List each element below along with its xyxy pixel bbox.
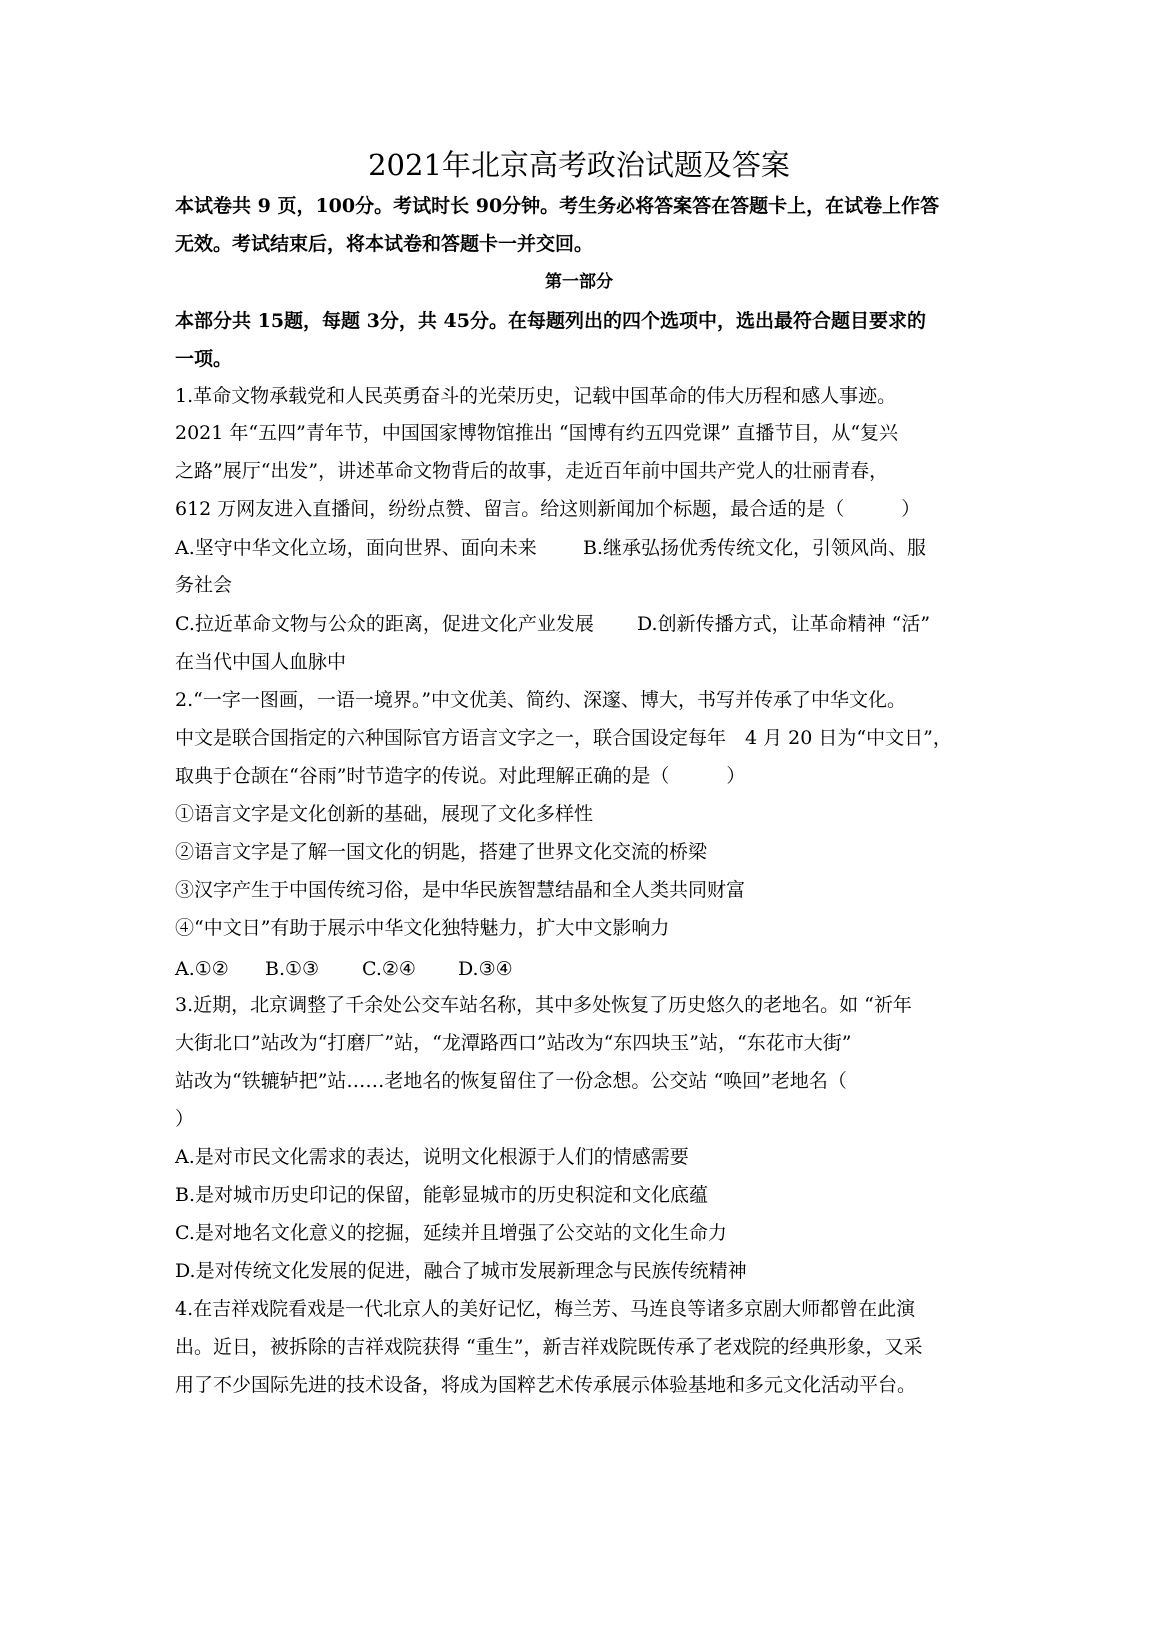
q2-item: ④“中文日”有助于展示中华文化独特魅力，扩大中文影响力 <box>175 917 670 939</box>
q3-stem-line: ） <box>175 1108 195 1130</box>
q2-option-b: B.①③ <box>265 958 320 980</box>
q1-stem-line: 2021 年“五四”青年节，中国国家博物馆推出 “国博有约五四党课” 直播节目，从“复兴 <box>175 422 899 444</box>
q2-item: ②语言文字是了解一国文化的钥匙，搭建了世界文化交流的桥梁 <box>175 841 708 863</box>
part-instruction-line-1: 本部分共 15题，每题 3分，共 45分。在每题列出的四个选项中，选出最符合题目要求的 <box>175 310 926 332</box>
q4-stem-line: 用了不少国际先进的技术设备，将成为国粹艺术传承展示体验基地和多元文化活动平台。 <box>175 1374 917 1396</box>
q2-stem-line: 2.“一字一图画，一语一境界。”中文优美、简约、深邃、博大，书写并传承了中华文化。 <box>175 689 907 711</box>
q1-option-b: B.继承弘扬优秀传统文化，引领风尚、服 <box>583 537 927 559</box>
q1-option-a: A.坚守中华文化立场，面向世界、面向未来 <box>175 537 537 559</box>
q4-stem-line: 4.在吉祥戏院看戏是一代北京人的美好记忆，梅兰芳、马连良等诸多京剧大师都曾在此演 <box>175 1298 916 1320</box>
q1-stem-line: 612 万网友进入直播间，纷纷点赞、留言。给这则新闻加个标题，最合适的是（ ） <box>175 498 921 520</box>
q2-option-d: D.③④ <box>458 958 513 980</box>
notice-line-1: 本试卷共 9 页，100分。考试时长 90分钟。考生务必将答案答在答题卡上，在试卷上作答 <box>175 195 940 217</box>
q2-stem-line: 中文是联合国指定的六种国际官方语言文字之一，联合国设定每年 4 月 20 日为“中文日”， <box>175 727 952 749</box>
part-heading: 第一部分 <box>545 272 613 292</box>
q3-option-c: C.是对地名文化意义的挖掘，延续并且增强了公交站的文化生命力 <box>175 1222 727 1244</box>
q4-stem-line: 出。近日，被拆除的吉祥戏院获得 “重生”，新吉祥戏院既传承了老戏院的经典形象，又采 <box>175 1336 923 1358</box>
q2-option-a: A.①② <box>175 958 229 980</box>
q3-option-d: D.是对传统文化发展的促进，融合了城市发展新理念与民族传统精神 <box>175 1260 747 1282</box>
part-instruction-line-2: 一项。 <box>175 348 233 370</box>
q3-stem-line: 3.近期，北京调整了千余处公交车站名称，其中多处恢复了历史悠久的老地名。如 “祈年 <box>175 994 912 1016</box>
q3-stem-line: 站改为“铁辘轳把”站……老地名的恢复留住了一份念想。公交站 “唤回”老地名（ <box>175 1070 847 1092</box>
q1-option-d: D.创新传播方式，让革命精神 “活” <box>637 613 931 635</box>
q1-option-b-continued: 务社会 <box>175 574 233 596</box>
q3-option-b: B.是对城市历史印记的保留，能彰显城市的历史积淀和文化底蕴 <box>175 1184 709 1206</box>
q3-stem-line: 大街北口”站改为“打磨厂”站，“龙潭路西口”站改为“东四块玉”站，“东花市大街” <box>175 1032 852 1054</box>
q2-option-c: C.②④ <box>362 958 416 980</box>
q2-item: ③汉字产生于中国传统习俗，是中华民族智慧结晶和全人类共同财富 <box>175 879 746 901</box>
q1-option-c: C.拉近革命文物与公众的距离，促进文化产业发展 <box>175 613 594 635</box>
page-title: 2021年北京高考政治试题及答案 <box>368 148 790 182</box>
q1-stem-line: 1.革命文物承载党和人民英勇奋斗的光荣历史，记载中国革命的伟大历程和感人事迹。 <box>175 385 897 407</box>
q2-item: ①语言文字是文化创新的基础，展现了文化多样性 <box>175 803 594 825</box>
notice-line-2: 无效。考试结束后，将本试卷和答题卡一并交回。 <box>175 233 594 255</box>
q1-stem-line: 之路”展厅“出发”，讲述革命文物背后的故事，走近百年前中国共产党人的壮丽青春， <box>175 460 889 482</box>
q3-option-a: A.是对市民文化需求的表达，说明文化根源于人们的情感需要 <box>175 1146 689 1168</box>
q2-stem-line: 取典于仓颉在“谷雨”时节造字的传说。对此理解正确的是（ ） <box>175 765 746 787</box>
q1-option-d-continued: 在当代中国人血脉中 <box>175 651 347 673</box>
